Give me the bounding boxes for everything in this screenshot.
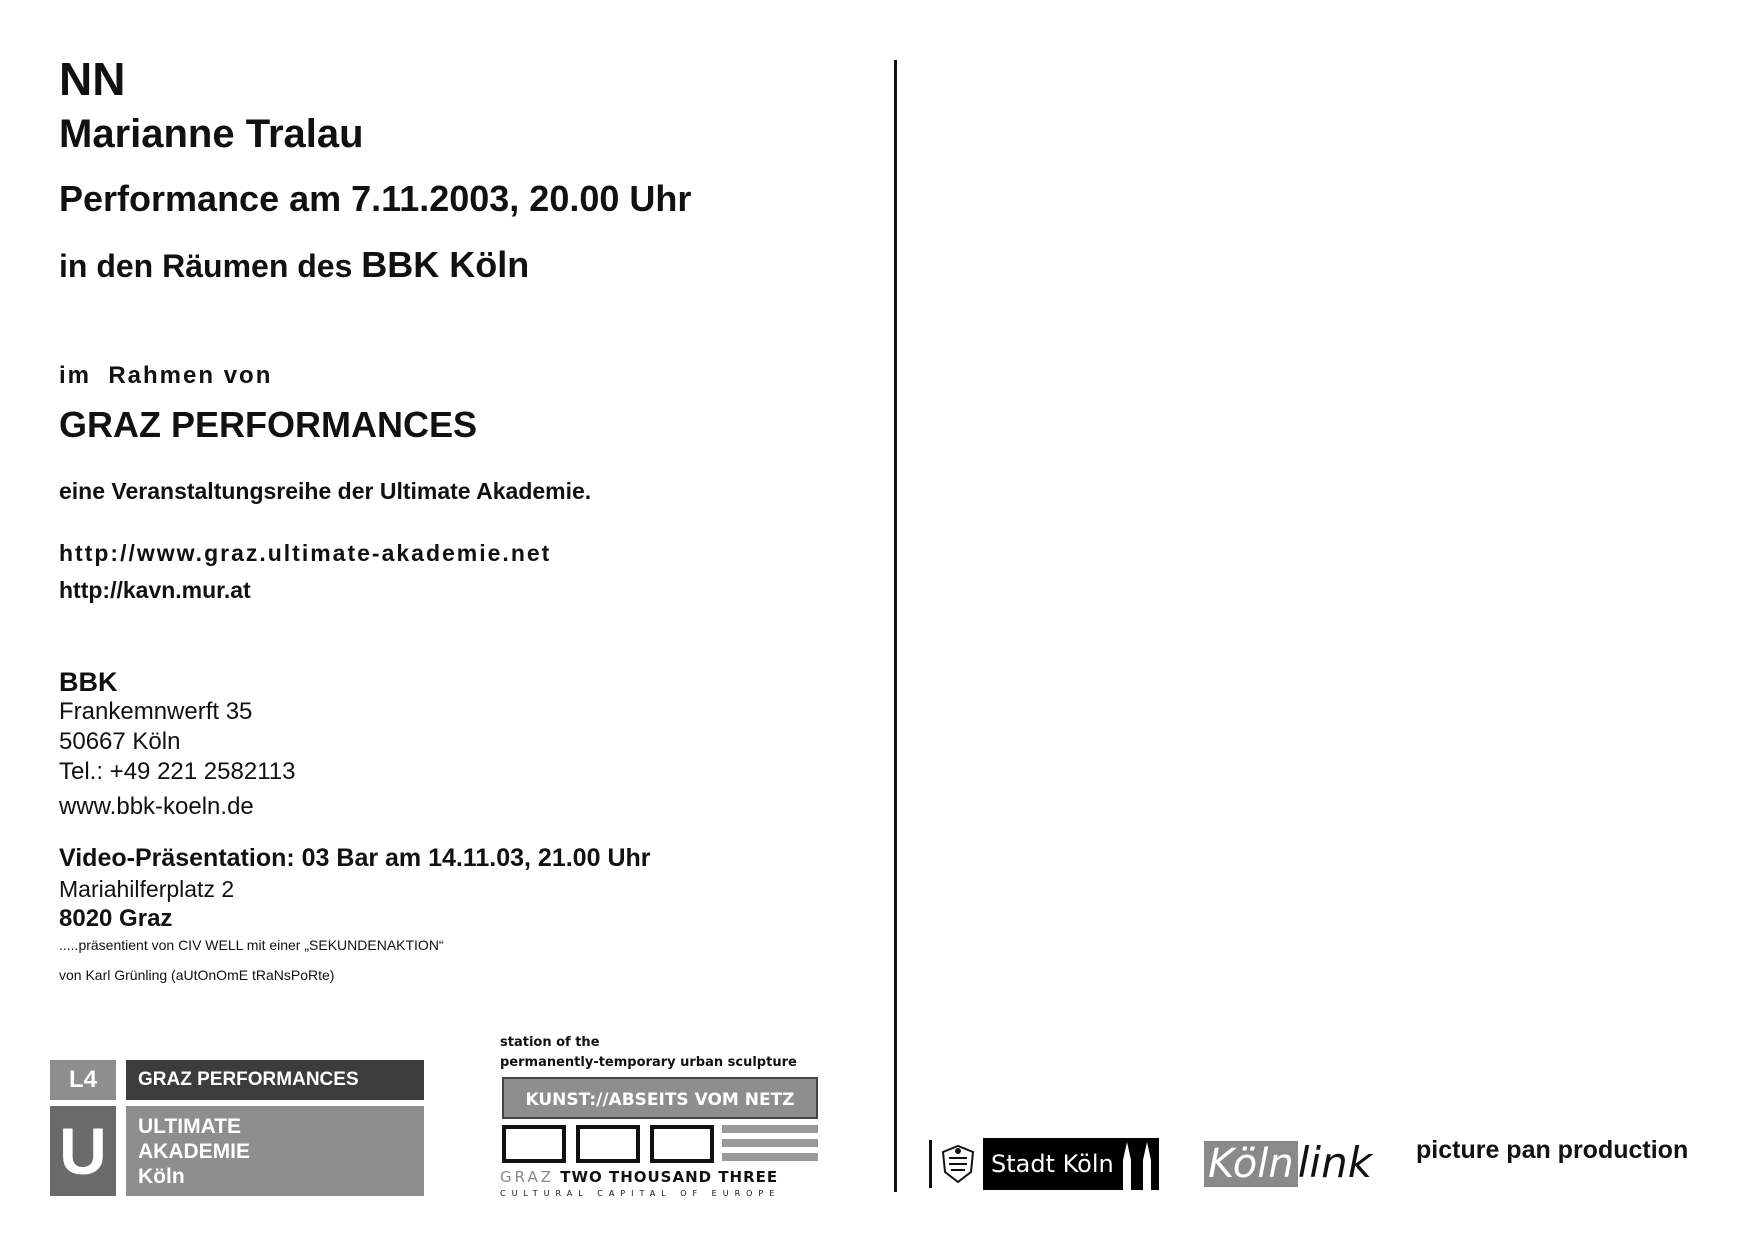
graz-main: TWO THOUSAND THREE [560,1168,779,1186]
address-city: 50667 Köln [59,728,181,755]
performance-date: Performance am 7.11.2003, 20.00 Uhr [59,178,692,219]
video-street: Mariahilferplatz 2 [59,876,235,902]
station-banner: KUNST://ABSEITS VOM NETZ [502,1077,818,1119]
stadt-koeln-logo [929,1138,1159,1190]
venue-name: BBK Köln [361,244,530,285]
address-phone: Tel.: +49 221 2582113 [59,758,296,785]
graz-title [500,1168,778,1186]
ultimate-line-3: Köln [138,1164,185,1188]
address-street: Frankemnwerft 35 [59,698,253,725]
video-title: Video-Präsentation: 03 Bar am 14.11.03, 21.00 Uhr [59,844,651,872]
l4-code-box [50,1060,116,1100]
picture-pan-production: picture pan production [1416,1136,1689,1164]
stadt-koeln-bar [929,1140,932,1188]
ultimate-line-1: ULTIMATE [138,1114,242,1138]
venue-line [59,244,529,286]
l4-series-box [126,1060,424,1100]
graz-2003-logo [500,1035,820,1215]
graz-box-2 [576,1125,640,1163]
video-note-1: .....präsentient von CIV WELL mit einer „SEKUNDENAKTION“ [59,937,444,953]
stadt-koeln-label: Stadt Köln [983,1138,1159,1190]
frame-intro: im Rahmen von [59,362,273,389]
vertical-divider [894,60,897,1192]
koelnlink-logo [1204,1138,1372,1188]
ultimate-box [126,1106,424,1196]
l4-code: L4 [68,1066,97,1093]
address-name: BBK [59,667,118,697]
graz-stripes [722,1125,818,1163]
l4-series: GRAZ PERFORMANCES [138,1069,359,1090]
address-web-link[interactable]: www.bbk-koeln.de [59,793,254,820]
video-city: 8020 Graz [59,905,173,932]
koelnlink-koeln: Köln [1204,1141,1298,1187]
url-kavn-link[interactable]: http://kavn.mur.at [59,577,251,603]
graz-box-3 [650,1125,714,1163]
series-description: eine Veranstaltungsreihe der Ultimate Akademie. [59,478,592,504]
koelnlink-link: link [1297,1138,1373,1187]
graz-box-1 [502,1125,566,1163]
coat-of-arms-icon [937,1142,979,1186]
ultimate-akademie-logo [50,1060,424,1196]
artist-name: Marianne Tralau [59,112,364,156]
ultimate-line-2: AKADEMIE [138,1139,251,1163]
url-academy-link[interactable]: http://www.graz.ultimate-akademie.net [59,540,552,566]
station-line-1: station of the [500,1035,600,1050]
page-title: NN [59,53,126,105]
station-line-2: permanently-temporary urban sculpture [500,1055,797,1070]
u-box [50,1106,116,1196]
graz-subtitle: CULTURAL CAPITAL OF EUROPE [500,1189,781,1198]
u-letter: U [59,1114,107,1188]
cathedral-icon [1117,1138,1157,1190]
graz-prefix: GRAZ [500,1168,554,1186]
venue-prefix: in den Räumen des [59,248,353,284]
video-note-2: von Karl Grünling (aUtOnOmE tRaNsPoRte) [59,967,335,983]
series-title: GRAZ PERFORMANCES [59,404,478,445]
